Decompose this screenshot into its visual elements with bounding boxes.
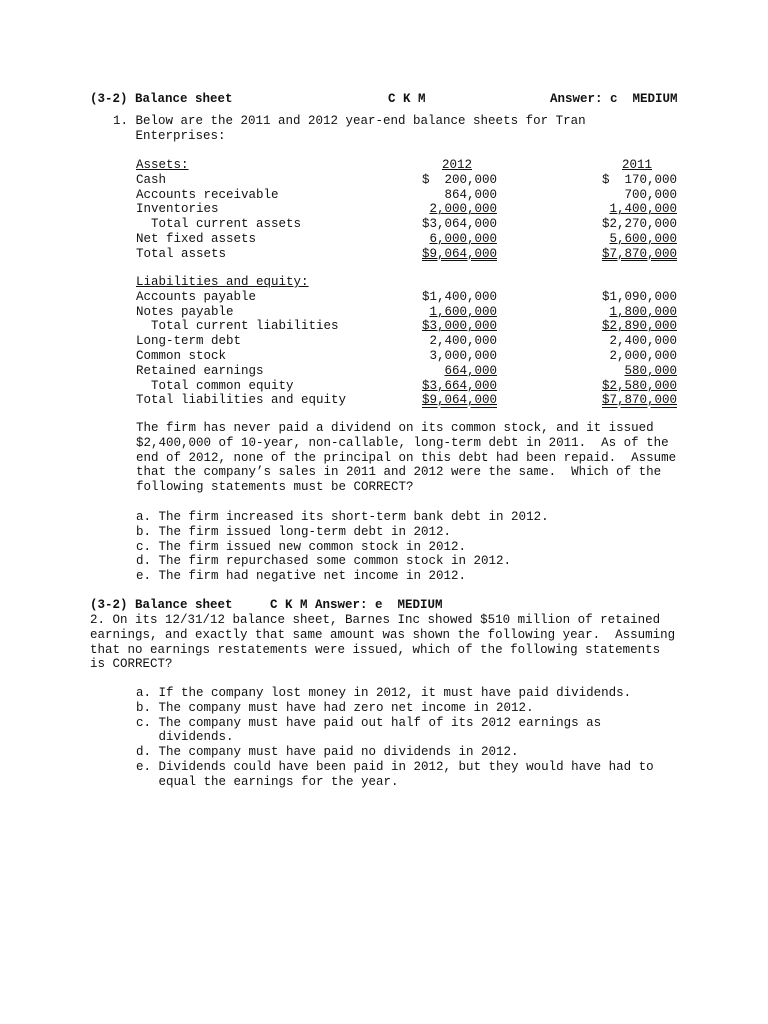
q1-ckm-tag: C K M	[388, 92, 426, 106]
table-row-label: Total liabilities and equity	[136, 393, 347, 408]
table-cell-2011: 5,600,000	[609, 232, 677, 246]
table-row-label: Notes payable	[136, 304, 234, 319]
answer-option: b. The firm issued long-term debt in 2012.	[136, 524, 452, 539]
table-cell-2012: $1,400,000	[421, 289, 497, 304]
q2-stem-line: that no earnings restatements were issued, which of the following statements	[90, 642, 661, 657]
table-row-label: Long-term debt	[136, 334, 242, 349]
table-cell-2012: $ 200,000	[421, 172, 497, 187]
table-cell-2012: $3,064,000	[421, 217, 497, 232]
q1-answer-tag: Answer: c MEDIUM	[550, 92, 678, 106]
q1-stem-line: 1. Below are the 2011 and 2012 year-end balance sheets for Tran	[113, 114, 586, 128]
q2-stem-line: is CORRECT?	[90, 657, 173, 672]
q1-stem-line: Enterprises:	[113, 129, 226, 143]
table-row-label: Total common equity	[136, 378, 294, 393]
table-cell-2012: $9,064,000	[421, 246, 497, 261]
table-cell-2012: $3,000,000	[421, 319, 497, 334]
table-row-label: Total current liabilities	[136, 319, 339, 334]
table-cell-2012: 664,000	[444, 363, 497, 378]
table-cell-2011: 580,000	[624, 363, 677, 378]
table-cell-2011: 2,400,000	[609, 334, 677, 349]
answer-option: e. The firm had negative net income in 2012.	[136, 569, 467, 584]
table-cell-2011: 700,000	[624, 187, 677, 202]
table-cell-2011: 2,000,000	[609, 349, 677, 363]
q2-stem-line: earnings, and exactly that same amount was shown the following year. Assuming	[90, 627, 676, 642]
table-cell-2012: 1,600,000	[429, 304, 497, 319]
table-cell-2011: $7,870,000	[601, 393, 677, 408]
table-cell-2012: 2,400,000	[429, 334, 497, 349]
answer-option: d. The firm repurchased some common stock in 2012.	[136, 554, 512, 569]
answer-option: e. Dividends could have been paid in 2012, but they would have had to	[136, 760, 654, 774]
table-cell-2011: 1,800,000	[609, 304, 677, 319]
table-row-label: Accounts payable	[136, 289, 257, 304]
table-cell-2012: 3,000,000	[429, 349, 497, 363]
table-cell-2011: $ 170,000	[601, 172, 677, 187]
table-row-label: Cash	[136, 172, 167, 187]
q2-header: (3-2) Balance sheet C K M Answer: e MEDIUM	[90, 598, 443, 612]
answer-option: c. The company must have paid out half of its 2012 earnings as	[136, 715, 602, 730]
answer-option: d. The company must have paid no dividends in 2012.	[136, 745, 519, 760]
answer-option: dividends.	[136, 730, 234, 745]
column-header-2012: 2012	[441, 158, 472, 172]
table-cell-2012: 864,000	[444, 187, 497, 202]
table-row-label: Accounts receivable	[136, 187, 279, 202]
answer-option: b. The company must have had zero net income in 2012.	[136, 700, 534, 715]
table-row-label: Common stock	[136, 349, 227, 363]
column-header-2011: 2011	[621, 158, 652, 172]
answer-option: a. If the company lost money in 2012, it must have paid dividends.	[136, 686, 632, 700]
answer-option: equal the earnings for the year.	[136, 774, 399, 789]
table-row-label: Retained earnings	[136, 363, 264, 378]
table-row-label: Total current assets	[136, 217, 302, 232]
table-row-label: Inventories	[136, 202, 219, 217]
table-cell-2011: 1,400,000	[609, 202, 677, 217]
paragraph-line: following statements must be CORRECT?	[136, 480, 414, 495]
paragraph-line: $2,400,000 of 10-year, non-callable, long-term debt in 2011. As of the	[136, 435, 669, 450]
table-cell-2011: $2,580,000	[601, 378, 677, 393]
q1-section-tag: (3-2) Balance sheet	[90, 92, 233, 106]
table-cell-2012: $3,664,000	[421, 378, 497, 393]
table-row-label: Net fixed assets	[136, 232, 257, 246]
paragraph-line: The firm has never paid a dividend on its common stock, and it issued	[136, 421, 654, 435]
table-row-label: Total assets	[136, 246, 227, 261]
table-cell-2012: $9,064,000	[421, 393, 497, 408]
paragraph-line: end of 2012, none of the principal on this debt had been repaid. Assume	[136, 450, 677, 465]
table-cell-2011: $7,870,000	[601, 246, 677, 261]
table-cell-2011: $2,270,000	[601, 217, 677, 232]
liabilities-heading: Liabilities and equity:	[136, 275, 309, 289]
table-cell-2012: 6,000,000	[429, 232, 497, 246]
paragraph-line: that the company’s sales in 2011 and 2012 were the same. Which of the	[136, 465, 662, 480]
answer-option: c. The firm issued new common stock in 2012.	[136, 539, 467, 554]
table-cell-2012: 2,000,000	[429, 202, 497, 217]
answer-option: a. The firm increased its short-term bank debt in 2012.	[136, 510, 549, 524]
table-cell-2011: $2,890,000	[601, 319, 677, 334]
table-cell-2011: $1,090,000	[601, 289, 677, 304]
q2-stem-line: 2. On its 12/31/12 balance sheet, Barnes Inc showed $510 million of retained	[90, 613, 661, 627]
assets-heading: Assets:	[136, 158, 189, 172]
